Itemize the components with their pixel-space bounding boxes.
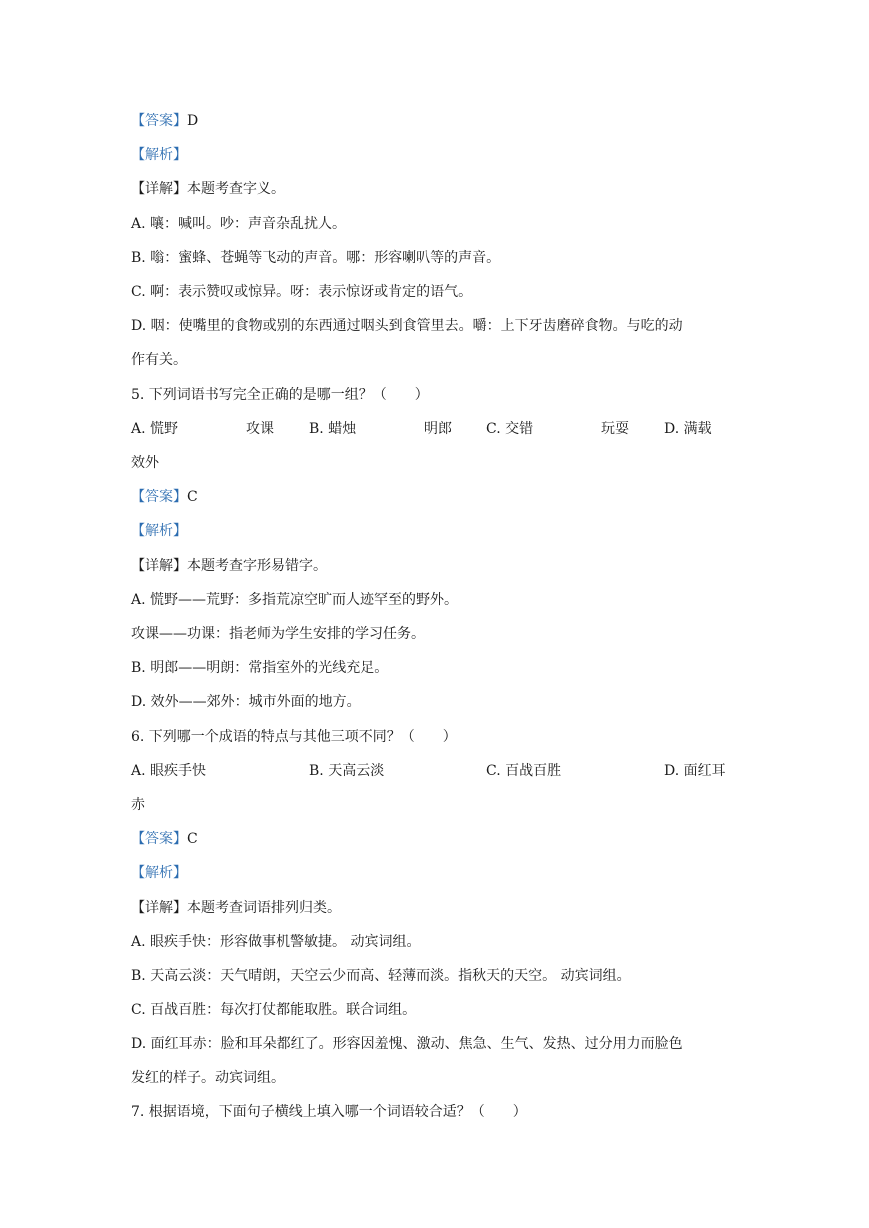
q5-option-d: D. 满载 [664, 421, 712, 437]
answer-value: C [187, 489, 198, 505]
q5-option-c: C. 交错 [486, 421, 534, 437]
q6-option-c: C. 百战百胜 [486, 763, 562, 779]
analysis-tag: 【解析】 [131, 865, 187, 881]
detail-line: 【详解】本题考查字义。 [131, 181, 285, 197]
detail-line: 【详解】本题考查字形易错字。 [131, 558, 327, 574]
explanation-line: 作有关。 [131, 352, 187, 368]
explanation-line: D. 效外——郊外：城市外面的地方。 [131, 694, 361, 710]
explanation-line: D. 咽：使嘴里的食物或别的东西通过咽头到食管里去。嚼：上下牙齿磨碎食物。与吃的动 [131, 318, 683, 334]
answer-line [131, 111, 198, 131]
q5-options [131, 419, 751, 439]
answer-value: D [187, 113, 199, 129]
q5-option-c-word2: 玩耍 [601, 421, 629, 437]
explanation-line: A. 眼疾手快：形容做事机警敏捷。 动宾词组。 [131, 934, 421, 950]
answer-line [131, 487, 198, 507]
explanation-line: C. 百战百胜：每次打仗都能取胜。联合词组。 [131, 1002, 417, 1018]
explanation-line: 发红的样子。动宾词组。 [131, 1070, 285, 1086]
explanation-line: A. 慌野——荒野：多指荒凉空旷而人迹罕至的野外。 [131, 592, 459, 608]
q5-option-a-word2: 攻课 [246, 421, 274, 437]
explanation-line: D. 面红耳赤：脸和耳朵都红了。形容因羞愧、激动、焦急、生气、发热、过分用力而脸色 [131, 1036, 683, 1052]
q5-option-a: A. 慌野 [131, 421, 179, 437]
q5-wrap: 效外 [131, 455, 159, 471]
answer-tag: 【答案】 [131, 831, 187, 847]
question-6: 6. 下列哪一个成语的特点与其他三项不同？（ ） [131, 729, 457, 745]
q6-option-a: A. 眼疾手快 [131, 763, 207, 779]
question-5: 5. 下列词语书写完全正确的是哪一组？（ ） [131, 387, 429, 403]
answer-tag: 【答案】 [131, 489, 187, 505]
q6-option-d: D. 面红耳 [664, 763, 726, 779]
answer-line [131, 829, 198, 849]
explanation-line: B. 天高云淡：天气晴朗，天空云少而高、轻薄而淡。指秋天的天空。 动宾词组。 [131, 968, 631, 984]
explanation-line: 攻课——功课：指老师为学生安排的学习任务。 [131, 626, 425, 642]
detail-line: 【详解】本题考查词语排列归类。 [131, 900, 341, 916]
q5-option-b-word2: 明郎 [424, 421, 452, 437]
question-7: 7. 根据语境，下面句子横线上填入哪一个词语较合适？（ ） [131, 1104, 527, 1120]
explanation-line: C. 啊：表示赞叹或惊异。呀：表示惊讶或肯定的语气。 [131, 284, 473, 300]
explanation-line: B. 明郎——明朗：常指室外的光线充足。 [131, 660, 389, 676]
explanation-line: B. 嗡：蜜蜂、苍蝇等飞动的声音。哪：形容喇叭等的声音。 [131, 250, 501, 266]
q6-options [131, 761, 751, 781]
answer-tag: 【答案】 [131, 113, 187, 129]
explanation-line: A. 嚷：喊叫。吵：声音杂乱扰人。 [131, 216, 347, 232]
analysis-tag: 【解析】 [131, 523, 187, 539]
answer-value: C [187, 831, 198, 847]
q6-wrap: 赤 [131, 797, 145, 813]
analysis-tag: 【解析】 [131, 147, 187, 163]
q6-option-b: B. 天高云淡 [309, 763, 385, 779]
q5-option-b: B. 蜡烛 [309, 421, 357, 437]
